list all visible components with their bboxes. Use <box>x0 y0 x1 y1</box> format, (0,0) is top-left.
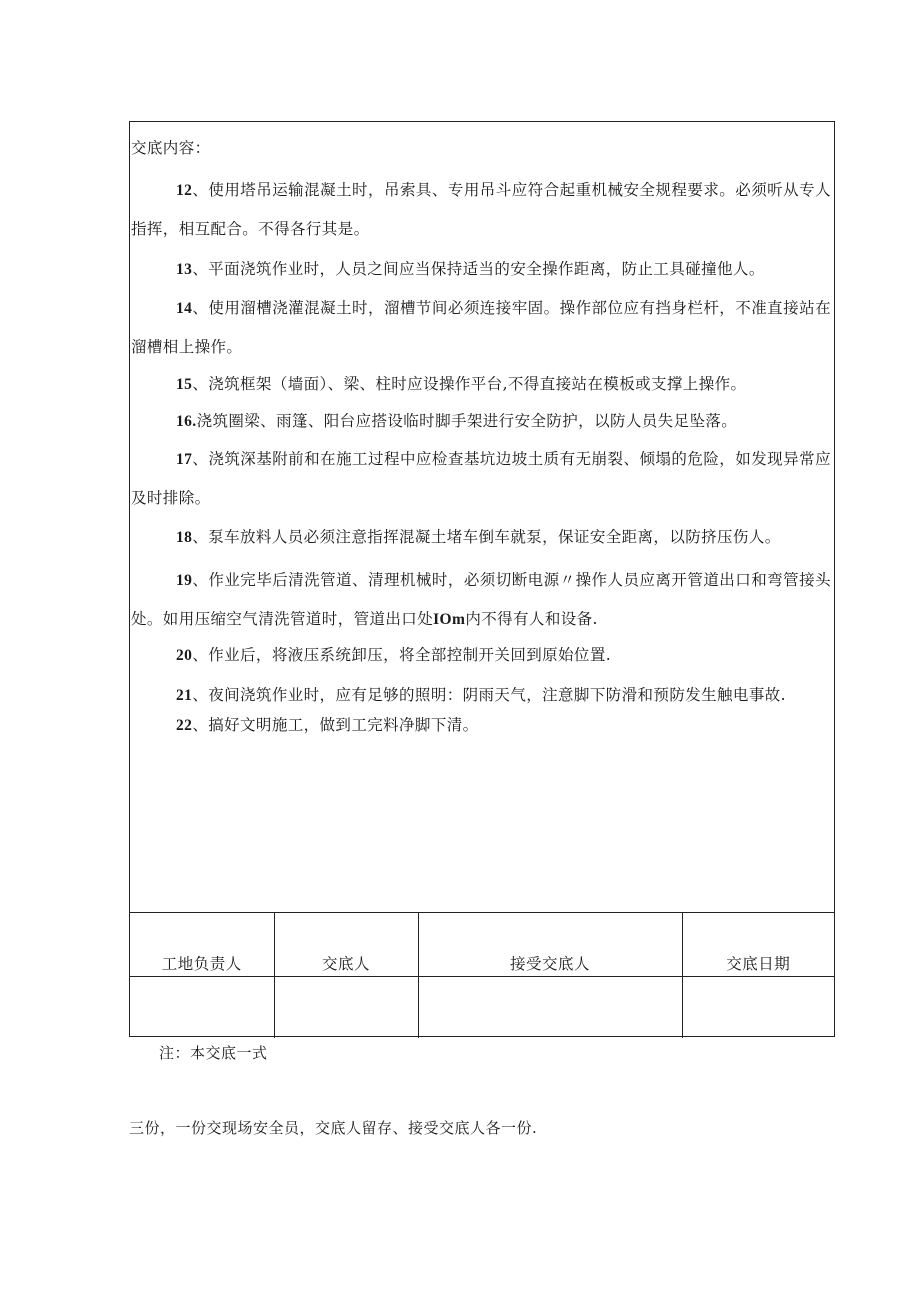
note-line-2: 三份，一份交现场安全员，交底人留存、接受交底人各一份. <box>129 1119 538 1137</box>
date-label: 交底日期 <box>682 913 834 977</box>
receiver-signature <box>418 977 682 1039</box>
content-heading: 交底内容： <box>131 139 211 157</box>
briefer-signature <box>274 977 418 1039</box>
site-manager-signature <box>130 977 274 1039</box>
date-value <box>682 977 834 1039</box>
note-line-1: 注：本交底一式 <box>159 1044 268 1062</box>
site-manager-label: 工地负责人 <box>130 913 274 977</box>
briefer-label: 交底人 <box>274 913 418 977</box>
item-20: 20、作业后，将液压系统卸压，将全部控制开关回到原始位置. <box>176 646 612 664</box>
item-12: 12、使用塔吊运输混凝土时，吊索具、专用吊斗应符合起重机械安全规程要求。必须听从专人指挥，相互配合。不得各行其是。 <box>131 181 831 238</box>
item-16: 16.浇筑圈梁、雨篷、阳台应搭设临时脚手架进行安全防护，以防人员失足坠落。 <box>176 412 738 430</box>
briefing-content <box>130 122 834 912</box>
receiver-label: 接受交底人 <box>418 913 682 977</box>
item-14: 14、使用溜槽浇灌混凝土时，溜槽节间必须连接牢固。操作部位应有挡身栏杆，不准直接站在溜槽相上操作。 <box>131 299 831 356</box>
item-15: 15、浇筑框架（墙面）、梁、柱时应设操作平台,不得直接站在模板或支撑上操作。 <box>176 375 747 393</box>
signature-header-row <box>130 913 834 977</box>
item-17: 17、浇筑深基附前和在施工过程中应检查基坑边坡土质有无崩裂、倾塌的危险，如发现异常应及时排除。 <box>131 450 831 507</box>
item-18: 18、泵车放料人员必须注意指挥混凝土堵车倒车就泵，保证安全距离，以防挤压伤人。 <box>176 528 781 546</box>
signature-table <box>130 912 834 1038</box>
item-21: 21、夜间浇筑作业时，应有足够的照明：阴雨天气，注意脚下防滑和预防发生触电事故. <box>176 686 786 704</box>
signature-blank-row <box>130 977 834 1039</box>
item-22: 22、搞好文明施工，做到工完料净脚下清。 <box>176 716 479 734</box>
briefing-form <box>129 121 835 1037</box>
item-19: 19、作业完毕后清洗管道、清理机械时，必须切断电源〃操作人员应离开管道出口和弯管接头处。如用压缩空气清洗管道时，管道出口处IOm内不得有人和设备. <box>131 571 831 628</box>
item-13: 13、平面浇筑作业时，人员之间应当保持适当的安全操作距离，防止工具碰撞他人。 <box>176 260 765 278</box>
